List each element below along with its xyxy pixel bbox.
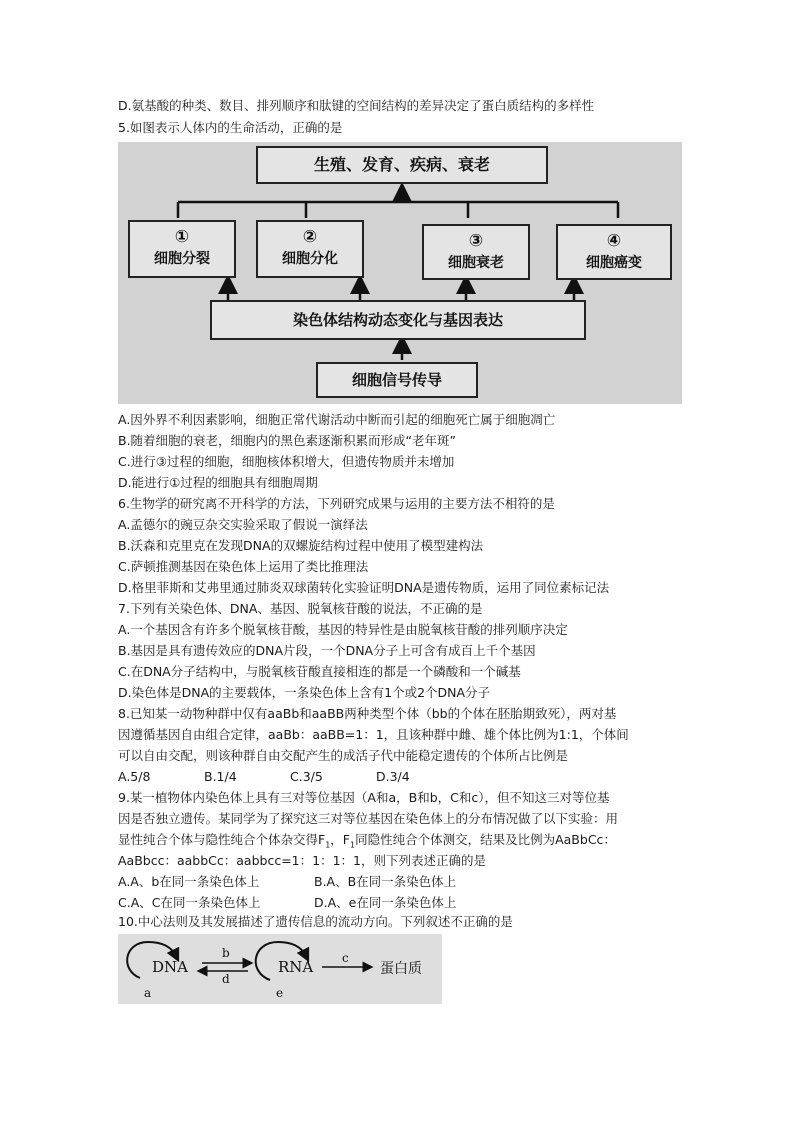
q7-option-a: A.一个基因含有许多个脱氧核苷酸，基因的特异性是由脱氧核苷酸的排列顺序决定 <box>118 622 568 637</box>
q8-options <box>118 767 462 787</box>
q5-box-3-label: 细胞衰老 <box>448 255 504 271</box>
q8-option-d: D.3/4 <box>376 769 410 784</box>
q6-option-a: A.孟德尔的豌豆杂交实验采取了假说一演绎法 <box>118 517 368 532</box>
q6-option-d: D.格里菲斯和艾弗里通过肺炎双球菌转化实验证明DNA是遗传物质，运用了同位素标记法 <box>118 580 610 595</box>
q8-stem-line-2: 因遵循基因自由组合定律，aaBb：aaBB=1：1，且该种群中雌、雄个体比例为1:1，个体间 <box>118 727 629 742</box>
q7-stem: 7.下列有关染色体、DNA、基因、脱氧核苷酸的说法，不正确的是 <box>118 601 483 616</box>
q5-option-a: A.因外界不利因素影响，细胞正常代谢活动中断而引起的细胞死亡属于细胞凋亡 <box>118 412 556 427</box>
q9-options-row-2 <box>118 893 456 913</box>
q7-option-c: C.在DNA分子结构中，与脱氧核苷酸直接相连的都是一个磷酸和一个碱基 <box>118 664 521 679</box>
q8-option-a: A.5/8 <box>118 769 151 784</box>
q9-options-row-1 <box>118 872 456 892</box>
q5-box-4-num: ④ <box>606 231 622 251</box>
q10-protein-label: 蛋白质 <box>380 961 422 977</box>
q8-option-b: B.1/4 <box>204 769 237 784</box>
q5-option-d: D.能进行①过程的细胞具有细胞周期 <box>118 475 318 490</box>
q10-arrow-c-label: c <box>342 951 349 965</box>
q5-option-c: C.进行③过程的细胞，细胞核体积增大，但遗传物质并未增加 <box>118 454 455 469</box>
q5-box-3-num: ③ <box>468 231 484 251</box>
q8-stem-line-1: 8.已知某一动物种群中仅有aaBb和aaBB两种类型个体（bb的个体在胚胎期致死），两对基 <box>118 706 617 721</box>
q5-box-1-label: 细胞分裂 <box>154 251 210 267</box>
q9-stem-line-2: 因是否独立遗传。某同学为了探究这三对等位基因在染色体上的分布情况做了以下实验：用 <box>118 811 619 826</box>
q9-stem-line-1: 9.某一植物体内染色体上具有三对等位基因（A和a，B和b，C和c），但不知这三对等位基 <box>118 790 610 805</box>
q6-option-c: C.萨顿推测基因在染色体上运用了类比推理法 <box>118 559 369 574</box>
q10-arrow-a-label: a <box>144 986 152 1000</box>
q9-option-c: C.A、C在同一条染色体上 <box>118 895 261 910</box>
q7-option-d: D.染色体是DNA的主要载体，一条染色体上含有1个或2个DNA分子 <box>118 685 491 700</box>
q5-bottom-box: 细胞信号传导 <box>316 362 478 398</box>
q5-box-cell-carcinogenesis <box>556 224 672 280</box>
q10-stem: 10.中心法则及其发展描述了遗传信息的流动方向。下列叙述不正确的是 <box>118 914 513 929</box>
q10-arrow-b-label: b <box>222 946 230 960</box>
q5-box-cell-aging <box>422 224 530 280</box>
q9-f1-subscript-2: 1 <box>350 840 356 850</box>
q5-figure-cell-life-activities <box>118 142 682 404</box>
q6-option-b: B.沃森和克里克在发现DNA的双螺旋结构过程中使用了模型建构法 <box>118 538 484 553</box>
q9-f1-subscript: 1 <box>325 840 331 850</box>
q10-rna-label: RNA <box>278 958 314 976</box>
q10-dna-label: DNA <box>152 958 188 976</box>
q9-line3-part-a: 显性纯合个体与隐性纯合个体杂交得F <box>118 832 326 847</box>
q5-box-cell-differentiation <box>256 220 364 278</box>
q9-line3-part-b: ，F <box>330 832 350 847</box>
q9-option-a: A.A、b在同一条染色体上 <box>118 874 260 889</box>
q9-stem-line-4: AaBbcc：aabbCc：aabbcc=1：1：1：1，则下列表述正确的是 <box>118 853 486 868</box>
q10-central-dogma-figure <box>118 934 442 1004</box>
q8-stem-line-3: 可以自由交配，则该种群自由交配产生的成活子代中能稳定遗传的个体所占比例是 <box>118 748 569 763</box>
q5-box-2-num: ② <box>302 227 318 247</box>
q5-stem: 5.如图表示人体内的生命活动，正确的是 <box>118 120 343 135</box>
q5-box-4-label: 细胞癌变 <box>586 255 642 271</box>
q8-option-c: C.3/5 <box>290 769 323 784</box>
q9-option-d: D.A、e在同一条染色体上 <box>314 895 457 910</box>
q9-line3-part-c: 同隐性纯合个体测交，结果及比例为AaBbCc： <box>355 832 616 847</box>
q5-top-box: 生殖、发育、疾病、衰老 <box>256 146 548 184</box>
q5-box-cell-division <box>128 220 236 278</box>
q7-option-b: B.基因是具有遗传效应的DNA片段，一个DNA分子上可含有成百上千个基因 <box>118 643 536 658</box>
q6-stem: 6.生物学的研究离不开科学的方法，下列研究成果与运用的主要方法不相符的是 <box>118 496 555 511</box>
q5-option-b: B.随着细胞的衰老，细胞内的黑色素逐渐积累而形成“老年斑” <box>118 433 457 448</box>
q5-middle-box: 染色体结构动态变化与基因表达 <box>210 300 586 340</box>
q10-arrow-d-label: d <box>222 972 230 986</box>
q9-option-b: B.A、B在同一条染色体上 <box>314 874 457 889</box>
q10-arrow-e-label: e <box>276 986 284 1000</box>
q4-option-d: D.氨基酸的种类、数目、排列顺序和肽键的空间结构的差异决定了蛋白质结构的多样性 <box>118 98 595 113</box>
q5-box-2-label: 细胞分化 <box>282 251 338 267</box>
q5-box-1-num: ① <box>174 227 190 247</box>
